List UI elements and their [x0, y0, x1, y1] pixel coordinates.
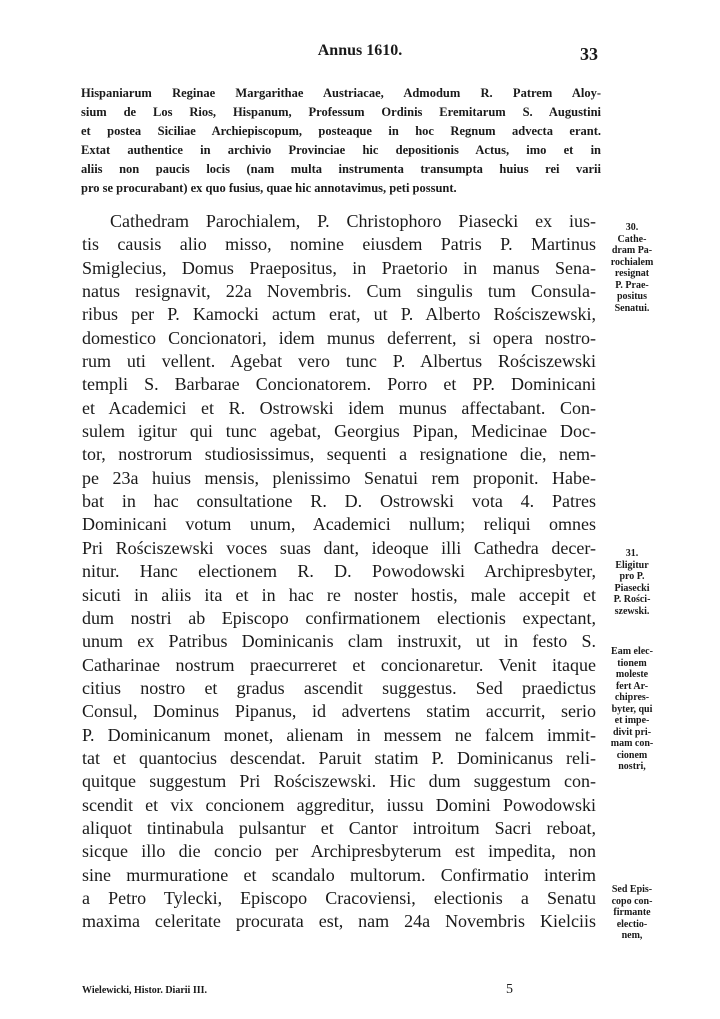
- page-number: 33: [580, 44, 598, 64]
- margin-note-line: et impe-: [614, 715, 650, 726]
- text-line: sicuti in aliis ita et in hac re noster hostis, male accepit et: [82, 584, 596, 605]
- footnote-line: Extat authentice in archivio Provinciae hic depositionis Actus, imo et in: [81, 143, 601, 157]
- margin-note-line: 31.: [625, 548, 639, 559]
- footnote-block: [81, 84, 601, 198]
- margin-note-line: byter, qui: [611, 703, 653, 715]
- text-line: a Petro Tylecki, Episcopo Cracoviensi, electionis a Senatu: [82, 887, 596, 908]
- text-line: tis causis alio misso, nomine eiusdem Patris P. Martinus: [82, 234, 596, 255]
- text-line: Consul, Dominus Pipanus, id advertens statim accurrit, serio: [82, 701, 596, 722]
- text-line: natus resignavit, 22a Novembris. Cum singulis tum Consula-: [82, 281, 596, 302]
- margin-note-line: electio-: [616, 918, 648, 930]
- margin-note-line: chipres-: [614, 692, 650, 703]
- margin-note-30: [600, 222, 664, 314]
- margin-note-bishop: [600, 884, 664, 942]
- text-line: scendit et vix concionem aggreditur, iussu Domini Powodowski: [82, 794, 596, 815]
- text-line: templi S. Barbarae Concionatorem. Porro et PP. Dominicani: [82, 374, 596, 395]
- text-line: nitur. Hanc electionem R. D. Powodowski Archipresbyter,: [82, 561, 596, 582]
- margin-note-line: copo con-: [611, 895, 653, 907]
- text-line: sulem igitur qui tunc agebat, Georgius Pipan, Medicinae Doc-: [82, 421, 596, 442]
- margin-note-31: [600, 548, 664, 617]
- margin-note-line: mam con-: [610, 738, 654, 749]
- margin-note-line: nem,: [621, 930, 643, 941]
- text-line: Pri Rościszewski voces suas dant, ideoque illi Cathedra decer-: [82, 537, 596, 558]
- footnote-line: aliis non paucis locis (nam multa instrumenta transumpta huius rei varii: [81, 162, 601, 176]
- margin-note-line: 30.: [625, 222, 639, 233]
- text-line: et Academici et R. Ostrowski idem munus affectabant. Con-: [82, 397, 596, 418]
- text-line: citius nostro et gradus ascendit suggestus. Sed praedictus: [82, 677, 596, 698]
- text-line: Dominicani votum unum, Academici nullum; reliqui omnes: [82, 514, 596, 535]
- margin-note-line: P. Rości-: [613, 594, 651, 605]
- text-line: maxima celeritate procurata est, nam 24a Novembris Kielciis: [82, 911, 596, 932]
- margin-note-line: divit pri-: [612, 726, 652, 738]
- margin-note-line: P. Prae-: [615, 279, 649, 291]
- margin-note-line: rochialem: [610, 256, 654, 268]
- page-footer: [0, 982, 720, 1005]
- text-line: domestico Concionatori, idem munus deferrent, si opera nostro-: [82, 327, 596, 348]
- text-line: Smiglecius, Domus Praepositus, in Praetorio in manus Sena-: [82, 257, 596, 278]
- footer-source: Wielewicki, Histor. Diarii III.: [82, 985, 207, 996]
- margin-note-line: Eam elec-: [611, 646, 653, 657]
- margin-note-line: dram Pa-: [611, 245, 653, 256]
- footnote-line: Hispaniarum Reginae Margarithae Austriacae, Admodum R. Patrem Aloy-: [81, 86, 601, 100]
- margin-note-line: firmante: [613, 907, 651, 918]
- signature-mark: 5: [506, 982, 513, 997]
- main-text: [82, 210, 596, 934]
- margin-note-line: resignat: [614, 268, 650, 279]
- text-line: pe 23a huius mensis, plenissimo Senatui rem proponit. Habe-: [82, 467, 596, 488]
- footnote-line: et postea Siciliae Archiepiscopum, posteaque in hoc Regnum advecta erant.: [81, 124, 601, 138]
- footnote-line: pro se procurabant) ex quo fusius, quae hic annotavimus, peti possunt.: [81, 181, 457, 195]
- margin-note-line: cionem: [616, 749, 648, 761]
- margin-note-line: moleste: [615, 669, 649, 680]
- text-line: rum uti vellent. Agebat vero tunc P. Albertus Rościszewski: [82, 351, 596, 372]
- footnote-line: sium de Los Rios, Hispanum, Professum Ordinis Eremitarum S. Augustini: [81, 105, 601, 119]
- text-line: bat in hac consultatione R. D. Ostrowski vota 4. Patres: [82, 491, 596, 512]
- text-line: unum ex Patribus Dominicanis clam instruxit, ut in festo S.: [82, 631, 596, 652]
- running-title: Annus 1610.: [317, 42, 403, 59]
- margin-note-line: Cathe-: [617, 233, 647, 245]
- text-line: sine murmuratione et scandalo multorum. Confirmatio interim: [82, 864, 596, 885]
- margin-note-line: Senatui.: [614, 302, 650, 314]
- text-line: tat et quantocius descendat. Paruit statim P. Dominicanus reli-: [82, 747, 596, 768]
- margin-note-line: Piasecki: [614, 582, 650, 594]
- margin-note-line: tionem: [617, 657, 647, 669]
- margin-note-line: szewski.: [614, 605, 650, 617]
- margin-note-line: fert Ar-: [615, 680, 649, 692]
- text-line: P. Dominicanum monet, alienam in messem ne falcem immit-: [82, 724, 596, 745]
- margin-note-line: Eligitur: [615, 559, 649, 571]
- text-line: sicque illo die concio per Archipresbyterum est impedita, non: [82, 841, 596, 862]
- running-head: [0, 42, 720, 66]
- text-line: tor, nostrorum studiosissimus, sequenti a resignatione die, nem-: [82, 444, 596, 465]
- text-line: quitque suggestum Pri Rościszewski. Hic dum suggestum con-: [82, 771, 596, 792]
- margin-note-line: nostri,: [618, 761, 646, 772]
- margin-note-election: [600, 646, 664, 773]
- text-line: Catharinae nostrum praecurreret et concionaretur. Venit itaque: [82, 654, 596, 675]
- margin-note-line: positus: [616, 291, 647, 302]
- margin-note-line: Sed Epis-: [611, 884, 653, 895]
- text-line: dum nostri ab Episcopo confirmationem electionis expectant,: [82, 607, 596, 628]
- text-line: Cathedram Parochialem, P. Christophoro Piasecki ex ius-: [110, 211, 596, 231]
- text-line: aliquot tintinabula pulsantur et Cantor introitum Sacri reboat,: [82, 817, 596, 838]
- margin-note-line: pro P.: [619, 571, 645, 582]
- text-line: ribus per P. Kamocki actum erat, ut P. Alberto Rościszewski,: [82, 304, 596, 325]
